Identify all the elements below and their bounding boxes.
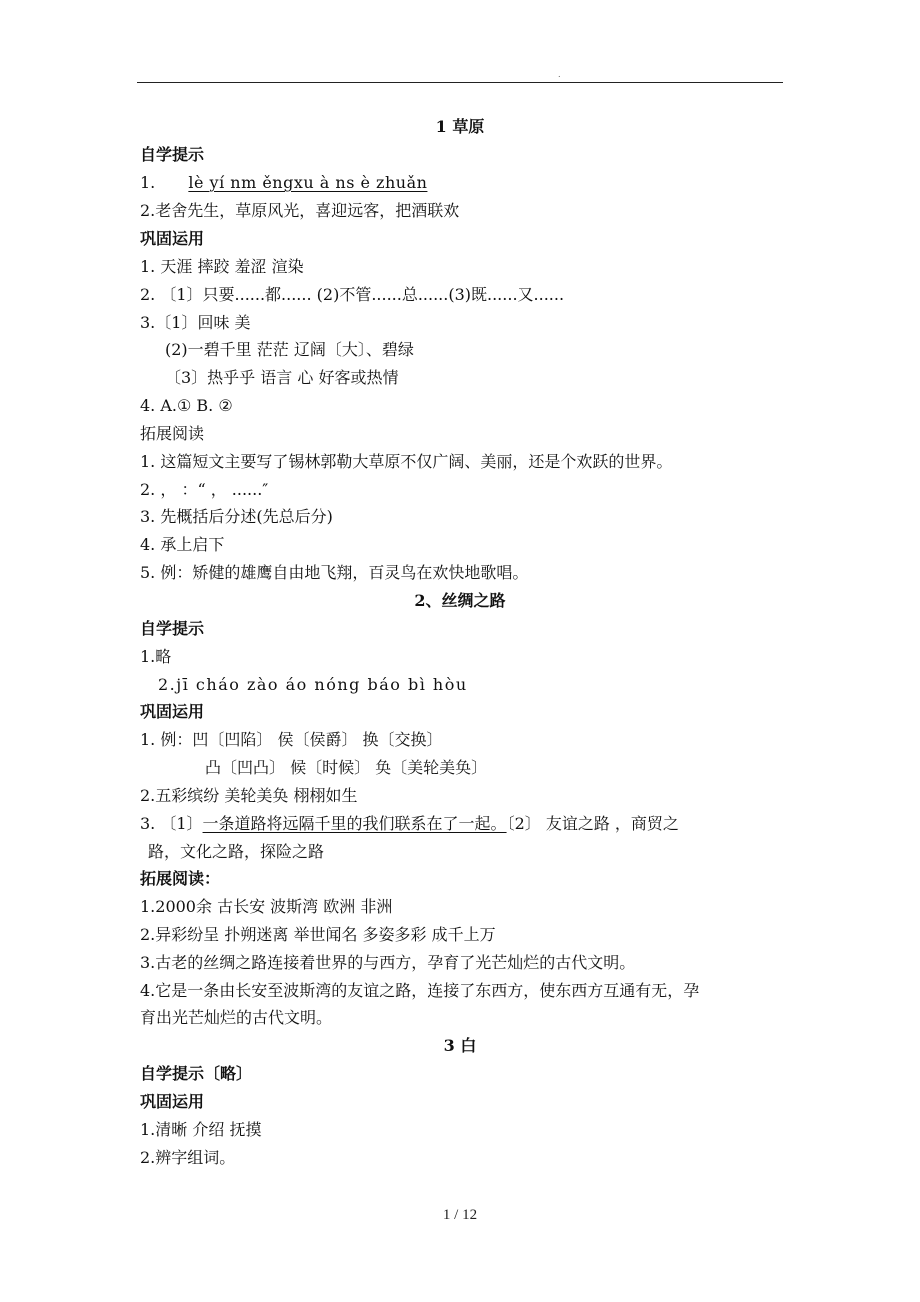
header-rule bbox=[137, 82, 783, 83]
answer-line: 4. A.① B. ② bbox=[140, 396, 233, 415]
heading-zixue-1: 自学提示 bbox=[140, 145, 205, 164]
answer-line bbox=[140, 814, 679, 834]
answer-line: 2.异彩纷呈 扑朔迷离 举世闻名 多姿多彩 成千上万 bbox=[140, 925, 496, 944]
section-title-3: 3 白 bbox=[443, 1036, 477, 1055]
pinyin-answer: lè yí nm ěngxu à ns è zhuǎn bbox=[188, 173, 428, 192]
heading-zixue-3: 自学提示〔略〕 bbox=[140, 1064, 253, 1083]
answer-line: 3.〔1〕回味 美 bbox=[140, 313, 251, 332]
answer-line: 2. 〔1〕只要......都...... (2)不管......总......(3)既......又...... bbox=[140, 285, 565, 304]
heading-zixue-2: 自学提示 bbox=[140, 619, 205, 638]
answer-line: 3. 先概括后分述(先总后分) bbox=[140, 507, 333, 526]
section-title-2: 2、丝绸之路 bbox=[414, 591, 506, 610]
answer-line: 1.清晰 介绍 抚摸 bbox=[140, 1120, 262, 1139]
answer-line: 2.老舍先生，草原风光，喜迎远客，把酒联欢 bbox=[140, 201, 460, 220]
answer-line bbox=[140, 173, 427, 193]
answer-line: 5. 例：矫健的雄鹰自由地飞翔，百灵鸟在欢快地歌唱。 bbox=[140, 563, 529, 582]
answer-number: 1. bbox=[140, 173, 156, 192]
underlined-answer: 一条道路将远隔千里的我们联系在了一起。 bbox=[202, 814, 507, 833]
answer-prefix: 3. 〔1〕 bbox=[140, 814, 203, 833]
heading-gonggu-2: 巩固运用 bbox=[140, 702, 205, 721]
answer-line: 1.略 bbox=[140, 647, 172, 666]
section-title-1: 1 草原 bbox=[435, 117, 485, 136]
answer-line: 凸〔凹凸〕 候〔时候〕 奂〔美轮美奂〕 bbox=[205, 758, 488, 777]
answer-line: 2.五彩缤纷 美轮美奂 栩栩如生 bbox=[140, 786, 358, 805]
answer-line: 4. 承上启下 bbox=[140, 535, 225, 554]
heading-gonggu-1: 巩固运用 bbox=[140, 229, 205, 248]
answer-line: 1.2000余 古长安 波斯湾 欧洲 非洲 bbox=[140, 897, 393, 916]
answer-line: 〔3〕热乎乎 语言 心 好客或热情 bbox=[165, 368, 399, 387]
header-mark: . bbox=[558, 70, 561, 79]
answer-line: 4.它是一条由长安至波斯湾的友谊之路，连接了东西方，使东西方互通有无，孕 bbox=[140, 981, 700, 1000]
page-number: 1 / 12 bbox=[442, 1207, 478, 1223]
answer-line: 1. 天涯 摔跤 羞涩 渲染 bbox=[140, 257, 304, 276]
answer-line: 2. ， ：“ ， ......″ bbox=[140, 480, 269, 499]
heading-gonggu-3: 巩固运用 bbox=[140, 1092, 205, 1111]
answer-line: 1. 例：凹〔凹陷〕 侯〔侯爵〕 换〔交换〕 bbox=[140, 730, 443, 749]
answer-line: 路，文化之路，探险之路 bbox=[148, 842, 325, 861]
answer-line: 1. 这篇短文主要写了锡林郭勒大草原不仅广阔、美丽，还是个欢跃的世界。 bbox=[140, 452, 673, 471]
answer-line: 3.古老的丝绸之路连接着世界的与西方，孕育了光芒灿烂的古代文明。 bbox=[140, 953, 636, 972]
answer-line: 育出光芒灿烂的古代文明。 bbox=[140, 1008, 333, 1027]
answer-line: 2.辨字组词。 bbox=[140, 1148, 236, 1167]
heading-tuozhan-1: 拓展阅读 bbox=[140, 424, 205, 443]
heading-tuozhan-2: 拓展阅读： bbox=[140, 869, 221, 888]
answer-suffix: 〔2〕 友谊之路 ，商贸之 bbox=[506, 814, 679, 833]
answer-line: (2)一碧千里 茫茫 辽阔〔大〕、碧绿 bbox=[165, 340, 414, 359]
pinyin-line: 2.jī cháo zào áo nóng báo bì hòu bbox=[158, 675, 468, 694]
